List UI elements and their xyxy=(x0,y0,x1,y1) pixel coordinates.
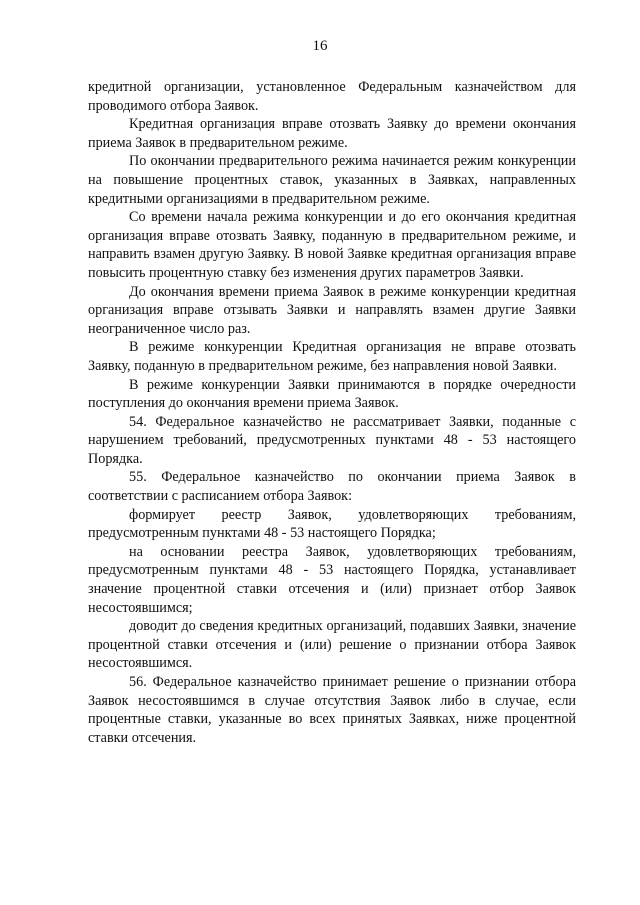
paragraph: на основании реестра Заявок, удовлетворяющих требованиям, предусмотренным пунктами 48 - 53 настоящего Порядка, устанавливает значение процентной ставки отсечения и (или) признает отбор Заявок несостоявшимся; xyxy=(88,543,576,616)
paragraph: 55. Федеральное казначейство по окончании приема Заявок в соответствии с расписанием отбора Заявок: xyxy=(88,469,576,505)
paragraph: доводит до сведения кредитных организаций, подавших Заявки, значение процентной ставки отсечения и (или) решение о признании отбора Заявок несостоявшимся. xyxy=(88,618,576,672)
paragraph: В режиме конкуренции Кредитная организация не вправе отозвать Заявку, поданную в предварительном режиме, без направления новой Заявки. xyxy=(88,339,576,374)
page-number: 16 xyxy=(312,38,328,54)
paragraph: 54. Федеральное казначейство не рассматривает Заявки, поданные с нарушением требований, предусмотренных пунктами 48 - 53 настоящего Порядка. xyxy=(88,413,576,467)
paragraph: По окончании предварительного режима начинается режим конкуренции на повышение процентных ставок, указанных в Заявках, направленных кредитными организациями в предварительном режиме. xyxy=(88,153,576,207)
paragraph: Со времени начала режима конкуренции и до его окончания кредитная организация вправе отозвать Заявку, поданную в предварительном режиме, и направить взамен другую Заявку. В новой Заявке кредитная организация вправе повысить процентную ставку без изменения других параметров Заявки. xyxy=(88,209,576,281)
paragraph: До окончания времени приема Заявок в режиме конкуренции кредитная организация вправе отзывать Заявки и направлять взамен другие Заявки неограниченное число раз. xyxy=(88,283,576,337)
paragraph: В режиме конкуренции Заявки принимаются в порядке очередности поступления до окончания времени приема Заявок. xyxy=(88,376,576,412)
document-body xyxy=(88,78,576,747)
paragraph: формирует реестр Заявок, удовлетворяющих требованиям, предусмотренным пунктами 48 - 53 настоящего Порядка; xyxy=(88,506,576,542)
paragraph: Кредитная организация вправе отозвать Заявку до времени окончания приема Заявок в предварительном режиме. xyxy=(88,116,576,151)
paragraph: 56. Федеральное казначейство принимает решение о признании отбора Заявок несостоявшимся в случае отсутствия Заявок либо в случае, если процентные ставки, указанные во всех принятых Заявках, ниже процентной ставки отсечения. xyxy=(88,674,576,746)
paragraph: кредитной организации, установленное Федеральным казначейством для проводимого отбора Заявок. xyxy=(88,79,576,114)
